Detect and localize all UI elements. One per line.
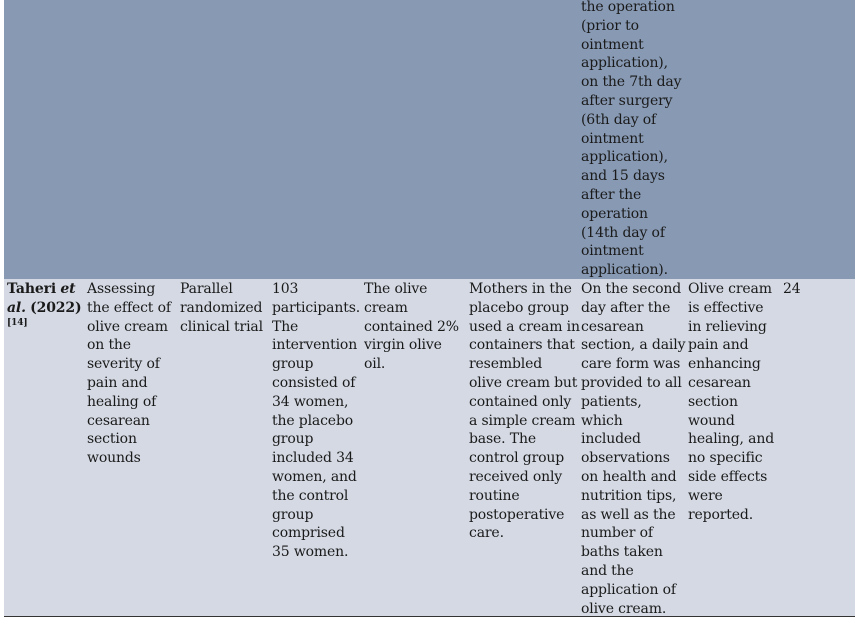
author-year: (2022) (30, 299, 82, 316)
followup-cell: the operation (prior to ointment application), on the 7th day after surgery (6th day of ointment application), and 15 days after the operation (14th day of ointment application). (581, 0, 682, 279)
quality-score-cell: 24 (783, 281, 801, 297)
followup-cell: On the second day after the cesarean section, a daily care form was provided to all patients, which included observations on health and nutrition tips, as well as the number of baths taken and the application of olive cream. (581, 281, 686, 617)
control-cell: Mothers in the placebo group used a cream in containers that resembled olive cream but contained only a simple cream base. The control group received only routine postoperative care. (469, 281, 580, 542)
participants-cell: 103 participants. The intervention group consisted of 34 women, the placebo group included 34 women, and the control group comprised 35 women. (272, 281, 361, 561)
author-cell (7, 280, 85, 329)
author-name: Taheri (7, 281, 57, 297)
reference-marker[interactable]: [14] (7, 317, 28, 328)
author-etal: et al. (7, 281, 76, 316)
result-cell: Olive cream is effective in relieving pain and enhancing cesarean section wound healing, and no specific side effects were reported. (688, 281, 775, 523)
intervention-cell: The olive cream contained 2% virgin olive oil. (364, 281, 459, 373)
aim-cell: Assessing the effect of olive cream on the severity of pain and healing of cesarean section wounds (87, 281, 171, 467)
design-cell: Parallel randomized clinical trial (180, 281, 263, 335)
table-row (4, 279, 855, 617)
table-row (4, 0, 855, 279)
